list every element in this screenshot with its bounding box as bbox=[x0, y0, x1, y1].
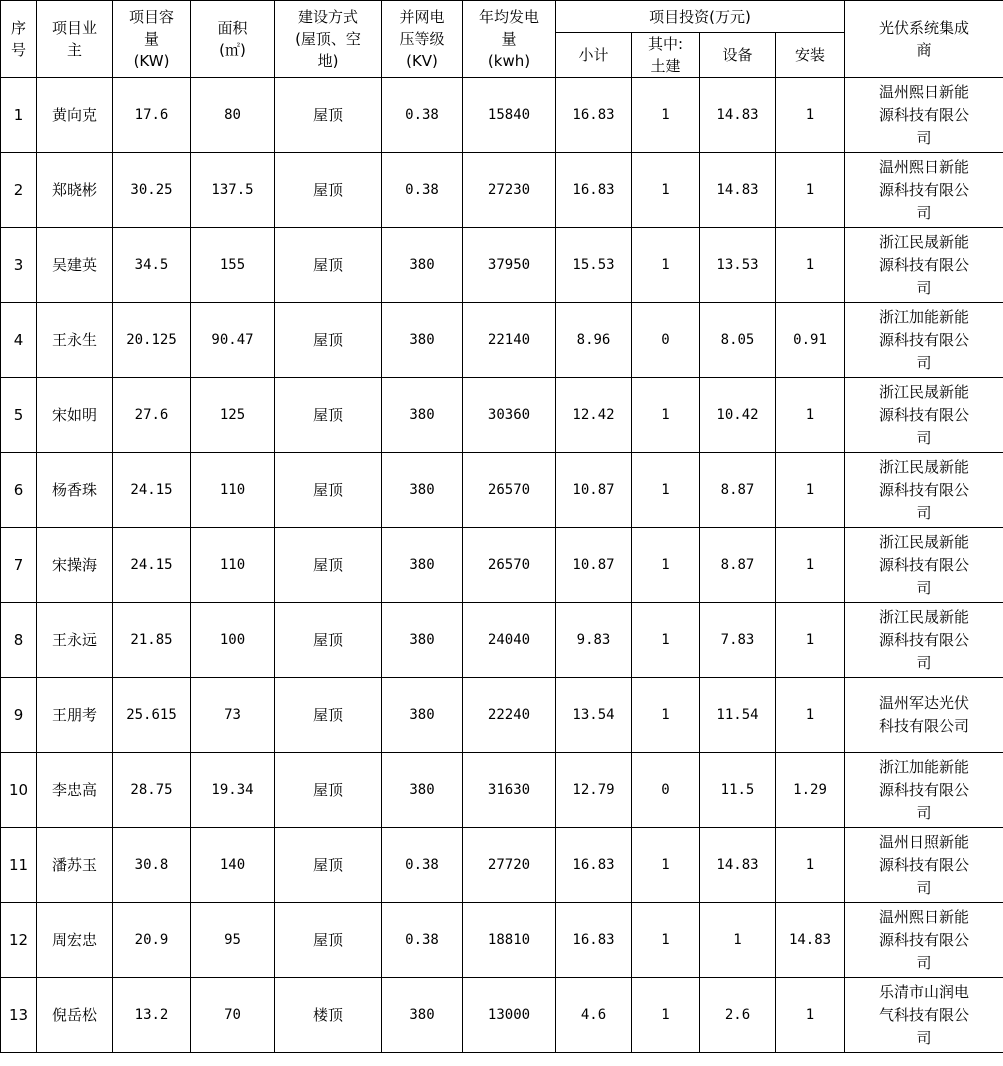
cell-install: 1 bbox=[776, 603, 845, 678]
header-row bbox=[1, 1, 1003, 33]
cell-civil: 1 bbox=[632, 678, 700, 753]
cell-voltage: 380 bbox=[382, 528, 463, 603]
table-row bbox=[1, 678, 1003, 753]
cell-capacity: 13.2 bbox=[113, 978, 191, 1053]
header-civil: 其中: 土建 bbox=[632, 33, 700, 78]
cell-subtotal: 15.53 bbox=[556, 228, 632, 303]
table-row bbox=[1, 78, 1003, 153]
cell-method: 屋顶 bbox=[275, 603, 382, 678]
cell-install: 1 bbox=[776, 978, 845, 1053]
cell-capacity: 25.615 bbox=[113, 678, 191, 753]
cell-subtotal: 10.87 bbox=[556, 453, 632, 528]
cell-equipment: 11.54 bbox=[700, 678, 776, 753]
table-row bbox=[1, 603, 1003, 678]
table-row bbox=[1, 753, 1003, 828]
cell-owner: 王永生 bbox=[37, 303, 113, 378]
cell-owner: 杨香珠 bbox=[37, 453, 113, 528]
cell-subtotal: 4.6 bbox=[556, 978, 632, 1053]
header-generation: 年均发电 量 (kwh) bbox=[463, 1, 556, 78]
cell-voltage: 380 bbox=[382, 228, 463, 303]
cell-equipment: 10.42 bbox=[700, 378, 776, 453]
cell-method: 楼顶 bbox=[275, 978, 382, 1053]
cell-civil: 0 bbox=[632, 303, 700, 378]
cell-integrator: 乐清市山润电 气科技有限公 司 bbox=[845, 978, 1003, 1053]
cell-voltage: 0.38 bbox=[382, 903, 463, 978]
cell-generation: 13000 bbox=[463, 978, 556, 1053]
cell-area: 125 bbox=[191, 378, 275, 453]
table-row bbox=[1, 903, 1003, 978]
header-install: 安装 bbox=[776, 33, 845, 78]
cell-generation: 37950 bbox=[463, 228, 556, 303]
cell-area: 19.34 bbox=[191, 753, 275, 828]
cell-equipment: 8.87 bbox=[700, 453, 776, 528]
cell-area: 90.47 bbox=[191, 303, 275, 378]
header-voltage: 并网电 压等级 (KV) bbox=[382, 1, 463, 78]
cell-voltage: 380 bbox=[382, 453, 463, 528]
cell-install: 1 bbox=[776, 678, 845, 753]
cell-method: 屋顶 bbox=[275, 378, 382, 453]
cell-area: 80 bbox=[191, 78, 275, 153]
cell-equipment: 13.53 bbox=[700, 228, 776, 303]
cell-voltage: 380 bbox=[382, 603, 463, 678]
cell-capacity: 30.8 bbox=[113, 828, 191, 903]
cell-seq: 9 bbox=[1, 678, 37, 753]
cell-area: 110 bbox=[191, 528, 275, 603]
table-row bbox=[1, 978, 1003, 1053]
cell-equipment: 14.83 bbox=[700, 78, 776, 153]
cell-capacity: 34.5 bbox=[113, 228, 191, 303]
cell-equipment: 11.5 bbox=[700, 753, 776, 828]
cell-voltage: 0.38 bbox=[382, 153, 463, 228]
cell-subtotal: 13.54 bbox=[556, 678, 632, 753]
header-investment: 项目投资(万元) bbox=[556, 1, 845, 33]
cell-civil: 1 bbox=[632, 978, 700, 1053]
cell-area: 110 bbox=[191, 453, 275, 528]
cell-install: 1 bbox=[776, 828, 845, 903]
cell-method: 屋顶 bbox=[275, 753, 382, 828]
cell-generation: 26570 bbox=[463, 528, 556, 603]
cell-method: 屋顶 bbox=[275, 903, 382, 978]
cell-civil: 1 bbox=[632, 228, 700, 303]
cell-seq: 6 bbox=[1, 453, 37, 528]
cell-install: 1 bbox=[776, 153, 845, 228]
cell-subtotal: 12.42 bbox=[556, 378, 632, 453]
cell-generation: 24040 bbox=[463, 603, 556, 678]
cell-method: 屋顶 bbox=[275, 528, 382, 603]
cell-integrator: 浙江加能新能 源科技有限公 司 bbox=[845, 303, 1003, 378]
cell-method: 屋顶 bbox=[275, 153, 382, 228]
cell-method: 屋顶 bbox=[275, 678, 382, 753]
cell-area: 155 bbox=[191, 228, 275, 303]
cell-integrator: 浙江民晟新能 源科技有限公 司 bbox=[845, 453, 1003, 528]
cell-voltage: 380 bbox=[382, 978, 463, 1053]
cell-owner: 周宏忠 bbox=[37, 903, 113, 978]
cell-voltage: 380 bbox=[382, 753, 463, 828]
cell-equipment: 14.83 bbox=[700, 828, 776, 903]
header-integrator: 光伏系统集成 商 bbox=[845, 1, 1003, 78]
cell-civil: 0 bbox=[632, 753, 700, 828]
cell-integrator: 浙江加能新能 源科技有限公 司 bbox=[845, 753, 1003, 828]
cell-integrator: 浙江民晟新能 源科技有限公 司 bbox=[845, 528, 1003, 603]
cell-owner: 黄向克 bbox=[37, 78, 113, 153]
cell-install: 0.91 bbox=[776, 303, 845, 378]
cell-generation: 26570 bbox=[463, 453, 556, 528]
cell-seq: 7 bbox=[1, 528, 37, 603]
cell-subtotal: 16.83 bbox=[556, 903, 632, 978]
cell-capacity: 24.15 bbox=[113, 528, 191, 603]
header-seq: 序 号 bbox=[1, 1, 37, 78]
cell-subtotal: 9.83 bbox=[556, 603, 632, 678]
cell-civil: 1 bbox=[632, 153, 700, 228]
cell-seq: 4 bbox=[1, 303, 37, 378]
cell-seq: 8 bbox=[1, 603, 37, 678]
cell-voltage: 0.38 bbox=[382, 828, 463, 903]
cell-seq: 2 bbox=[1, 153, 37, 228]
cell-area: 70 bbox=[191, 978, 275, 1053]
header-capacity: 项目容 量 (KW) bbox=[113, 1, 191, 78]
header-method: 建设方式 (屋顶、空 地) bbox=[275, 1, 382, 78]
cell-integrator: 温州熙日新能 源科技有限公 司 bbox=[845, 153, 1003, 228]
cell-equipment: 8.05 bbox=[700, 303, 776, 378]
cell-civil: 1 bbox=[632, 378, 700, 453]
cell-owner: 王永远 bbox=[37, 603, 113, 678]
cell-area: 137.5 bbox=[191, 153, 275, 228]
cell-civil: 1 bbox=[632, 603, 700, 678]
table-row bbox=[1, 378, 1003, 453]
cell-voltage: 0.38 bbox=[382, 78, 463, 153]
cell-integrator: 浙江民晟新能 源科技有限公 司 bbox=[845, 378, 1003, 453]
table-row bbox=[1, 228, 1003, 303]
cell-owner: 郑晓彬 bbox=[37, 153, 113, 228]
table-row bbox=[1, 828, 1003, 903]
cell-civil: 1 bbox=[632, 528, 700, 603]
cell-subtotal: 12.79 bbox=[556, 753, 632, 828]
table-body bbox=[1, 78, 1003, 1053]
cell-subtotal: 16.83 bbox=[556, 153, 632, 228]
cell-equipment: 7.83 bbox=[700, 603, 776, 678]
cell-owner: 宋操海 bbox=[37, 528, 113, 603]
cell-install: 1 bbox=[776, 378, 845, 453]
cell-seq: 11 bbox=[1, 828, 37, 903]
table-row bbox=[1, 303, 1003, 378]
cell-seq: 12 bbox=[1, 903, 37, 978]
cell-civil: 1 bbox=[632, 828, 700, 903]
cell-method: 屋顶 bbox=[275, 453, 382, 528]
cell-generation: 15840 bbox=[463, 78, 556, 153]
cell-generation: 27230 bbox=[463, 153, 556, 228]
cell-voltage: 380 bbox=[382, 378, 463, 453]
cell-equipment: 1 bbox=[700, 903, 776, 978]
cell-equipment: 14.83 bbox=[700, 153, 776, 228]
cell-generation: 22240 bbox=[463, 678, 556, 753]
cell-integrator: 温州熙日新能 源科技有限公 司 bbox=[845, 78, 1003, 153]
cell-seq: 13 bbox=[1, 978, 37, 1053]
cell-seq: 5 bbox=[1, 378, 37, 453]
table-row bbox=[1, 153, 1003, 228]
cell-capacity: 20.125 bbox=[113, 303, 191, 378]
cell-voltage: 380 bbox=[382, 678, 463, 753]
cell-subtotal: 10.87 bbox=[556, 528, 632, 603]
cell-owner: 吴建英 bbox=[37, 228, 113, 303]
cell-capacity: 30.25 bbox=[113, 153, 191, 228]
cell-area: 73 bbox=[191, 678, 275, 753]
cell-integrator: 浙江民晟新能 源科技有限公 司 bbox=[845, 228, 1003, 303]
cell-subtotal: 16.83 bbox=[556, 78, 632, 153]
table-row bbox=[1, 528, 1003, 603]
cell-equipment: 2.6 bbox=[700, 978, 776, 1053]
cell-subtotal: 16.83 bbox=[556, 828, 632, 903]
header-owner: 项目业 主 bbox=[37, 1, 113, 78]
cell-generation: 27720 bbox=[463, 828, 556, 903]
header-equipment: 设备 bbox=[700, 33, 776, 78]
cell-civil: 1 bbox=[632, 78, 700, 153]
cell-capacity: 28.75 bbox=[113, 753, 191, 828]
cell-owner: 倪岳松 bbox=[37, 978, 113, 1053]
cell-install: 1 bbox=[776, 228, 845, 303]
cell-seq: 10 bbox=[1, 753, 37, 828]
header-subtotal: 小计 bbox=[556, 33, 632, 78]
cell-area: 100 bbox=[191, 603, 275, 678]
cell-integrator: 浙江民晟新能 源科技有限公 司 bbox=[845, 603, 1003, 678]
cell-voltage: 380 bbox=[382, 303, 463, 378]
cell-owner: 李忠高 bbox=[37, 753, 113, 828]
cell-owner: 王朋考 bbox=[37, 678, 113, 753]
cell-seq: 1 bbox=[1, 78, 37, 153]
cell-equipment: 8.87 bbox=[700, 528, 776, 603]
cell-owner: 宋如明 bbox=[37, 378, 113, 453]
cell-install: 14.83 bbox=[776, 903, 845, 978]
cell-capacity: 20.9 bbox=[113, 903, 191, 978]
cell-capacity: 21.85 bbox=[113, 603, 191, 678]
cell-subtotal: 8.96 bbox=[556, 303, 632, 378]
cell-install: 1.29 bbox=[776, 753, 845, 828]
cell-integrator: 温州军达光伏 科技有限公司 bbox=[845, 678, 1003, 753]
header-area: 面积 (㎡) bbox=[191, 1, 275, 78]
cell-method: 屋顶 bbox=[275, 828, 382, 903]
cell-generation: 31630 bbox=[463, 753, 556, 828]
table-row bbox=[1, 453, 1003, 528]
cell-area: 140 bbox=[191, 828, 275, 903]
cell-area: 95 bbox=[191, 903, 275, 978]
cell-civil: 1 bbox=[632, 903, 700, 978]
cell-generation: 18810 bbox=[463, 903, 556, 978]
cell-capacity: 17.6 bbox=[113, 78, 191, 153]
cell-install: 1 bbox=[776, 528, 845, 603]
cell-method: 屋顶 bbox=[275, 303, 382, 378]
cell-install: 1 bbox=[776, 453, 845, 528]
cell-generation: 30360 bbox=[463, 378, 556, 453]
cell-generation: 22140 bbox=[463, 303, 556, 378]
cell-capacity: 24.15 bbox=[113, 453, 191, 528]
cell-install: 1 bbox=[776, 78, 845, 153]
cell-seq: 3 bbox=[1, 228, 37, 303]
cell-civil: 1 bbox=[632, 453, 700, 528]
cell-owner: 潘苏玉 bbox=[37, 828, 113, 903]
cell-integrator: 温州熙日新能 源科技有限公 司 bbox=[845, 903, 1003, 978]
cell-method: 屋顶 bbox=[275, 228, 382, 303]
cell-method: 屋顶 bbox=[275, 78, 382, 153]
cell-capacity: 27.6 bbox=[113, 378, 191, 453]
cell-integrator: 温州日照新能 源科技有限公 司 bbox=[845, 828, 1003, 903]
